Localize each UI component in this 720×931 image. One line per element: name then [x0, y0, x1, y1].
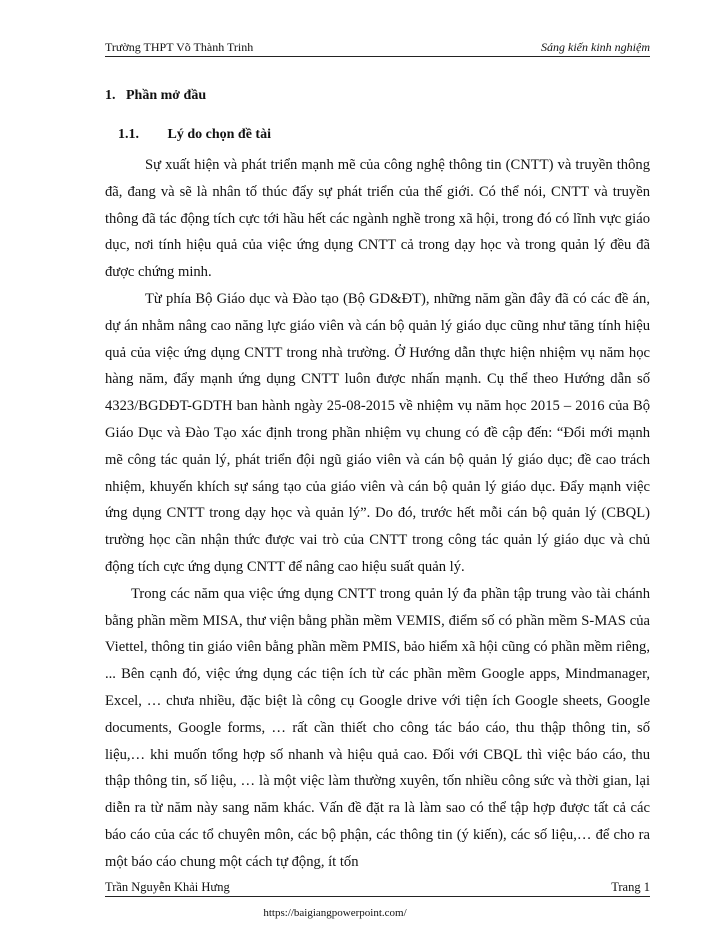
section-number: 1.: [105, 88, 116, 103]
header-document-type: Sáng kiến kinh nghiệm: [541, 40, 650, 54]
source-url[interactable]: https://baigiangpowerpoint.com/: [263, 907, 407, 919]
page-header: [105, 38, 650, 57]
document-body: [105, 152, 650, 876]
section-title: Phần mở đầu: [126, 88, 207, 103]
footer-author: Trần Nguyễn Khải Hưng: [105, 880, 230, 894]
paragraph: Sự xuất hiện và phát triển mạnh mẽ của công nghệ thông tin (CNTT) và truyền thông đã, đang và sẽ là nhân tố thúc đẩy sự phát triển của thế giới. Có thể nói, CNTT và truyền thông đã tác động tích cực tới hầu hết các ngành nghề trong xã hội, trong đó có lĩnh vực giáo dục, nơi tính hiệu quả của việc ứng dụng CNTT cả trong dạy học và trong quản lý đều đã được chứng minh.: [105, 157, 650, 281]
page-footer: [105, 880, 650, 897]
subsection-title: Lý do chọn đề tài: [167, 127, 271, 142]
subsection-heading: [118, 127, 271, 143]
paragraph: Trong các năm qua việc ứng dụng CNTT trong quản lý đa phần tập trung vào tài chánh bằng phần mềm MISA, thư viện bằng phần mềm VEMIS, điểm số có phần mềm S-MAS của Viettel, thông tin giáo viên bằng phần mềm PMIS, bảo hiểm xã hội cũng có phần mềm riêng, ... Bên cạnh đó, việc ứng dụng các tiện ích từ các phần mềm Google apps, Mindmanager, Excel, … chưa nhiều, đặc biệt là công cụ Google drive với tiện ích Google sheets, Google documents, Google forms, … rất cần thiết cho công tác báo cáo, thu thập thông tin, số liệu,… khi muốn tổng hợp số nhanh và hiệu quả cao. Đối với CBQL thì việc báo cáo, thu thập thông tin, số liệu, … là một việc làm thường xuyên, tốn nhiều công sức và thời gian, lại diễn ra từ năm này sang năm khác. Vấn đề đặt ra là làm sao có thể tập hợp được tất cả các báo cáo của các tổ chuyên môn, các bộ phận, các thông tin (ý kiến), các số liệu,… để cho ra một báo cáo chung một cách tự động, ít tốn: [105, 585, 650, 870]
paragraph: Từ phía Bộ Giáo dục và Đào tạo (Bộ GD&ĐT), những năm gần đây đã có các đề án, dự án nhằm nâng cao năng lực giáo viên và cán bộ quản lý giáo dục cũng như tăng tính hiệu quả của việc ứng dụng CNTT trong nhà trường. Ở Hướng dẫn thực hiện nhiệm vụ năm học hàng năm, đẩy mạnh ứng dụng CNTT luôn được nhấn mạnh. Cụ thể theo Hướng dẫn số 4323/BGDĐT-GDTH ban hành ngày 25-08-2015 về nhiệm vụ năm học 2015 – 2016 của Bộ Giáo Dục và Đào Tạo xác định trong phần nhiệm vụ chung có đề cập đến: “Đổi mới mạnh mẽ công tác quản lý, phát triển đội ngũ giáo viên và cán bộ quản lý giáo dục; đề cao trách nhiệm, khuyến khích sự sáng tạo của giáo viên và cán bộ quản lý giáo dục. Đẩy mạnh việc ứng dụng CNTT trong dạy học và quản lý”. Do đó, trước hết mỗi cán bộ quản lý (CBQL) trường học cần nhận thức được vai trò của CNTT trong công tác quản lý giáo dục và chủ động tích cực ứng dụng CNTT để nâng cao hiệu suất quản lý.: [105, 290, 650, 575]
subsection-number: 1.1.: [118, 127, 139, 142]
section-heading: [105, 88, 206, 104]
header-school-name: Trường THPT Võ Thành Trinh: [105, 40, 254, 54]
footer-page-number: Trang 1: [611, 880, 650, 894]
